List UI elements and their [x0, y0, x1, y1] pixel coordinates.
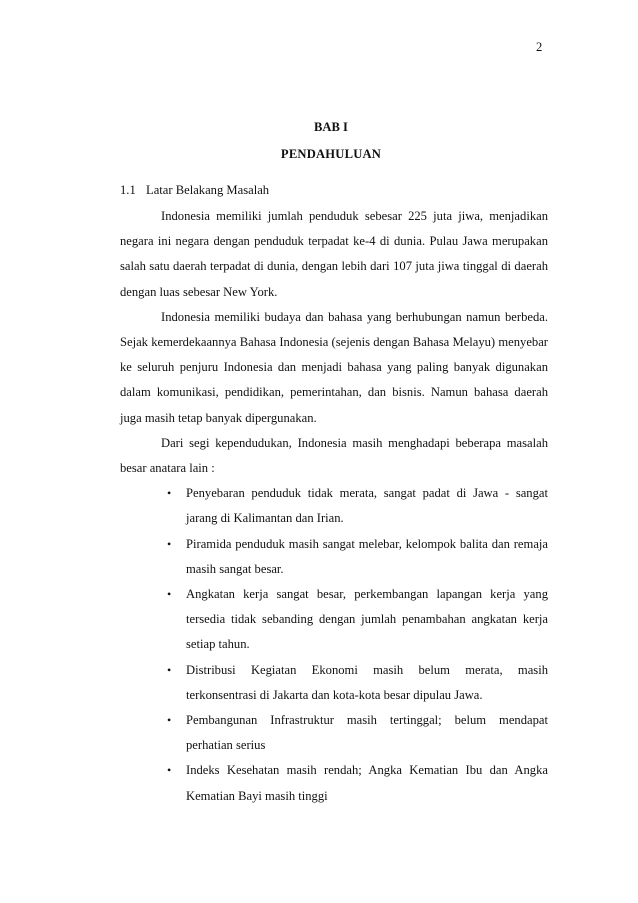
bullet-icon: •	[167, 587, 172, 602]
section-number: 1.1	[120, 183, 136, 197]
list-item-text: Angkatan kerja sangat besar, perkembangan lapangan kerja yang tersedia tidak sebanding dengan jumlah penambahan angkatan kerja setiap tahun.	[186, 587, 548, 652]
bullet-icon: •	[167, 713, 172, 728]
bullet-icon: •	[167, 486, 172, 501]
list-item	[120, 532, 548, 582]
list-item-text: Distribusi Kegiatan Ekonomi masih belum merata, masih terkonsentrasi di Jakarta dan kota-kota besar dipulau Jawa.	[186, 662, 548, 702]
list-item-text: Piramida penduduk masih sangat melebar, kelompok balita dan remaja masih sangat besar.	[186, 536, 548, 576]
paragraph: Dari segi kependudukan, Indonesia masih menghadapi beberapa masalah besar anatara lain :	[120, 435, 548, 476]
list-item	[120, 582, 548, 658]
list-item	[120, 758, 548, 808]
bullet-icon: •	[167, 536, 172, 551]
list-item-text: Penyebaran penduduk tidak merata, sangat padat di Jawa - sangat jarang di Kalimantan dan Irian.	[186, 486, 548, 526]
paragraph: Indonesia memiliki jumlah penduduk sebesar 225 juta jiwa, menjadikan negara ini negara dengan penduduk terpadat ke-4 di dunia. Pulau Jawa merupakan salah satu daerah terpadat di dunia, dengan lebih dari 107 juta jiwa tinggal di daerah dengan luas sebesar New York.	[120, 209, 548, 299]
section-title: Latar Belakang Masalah	[146, 183, 270, 197]
page-number: 2	[536, 40, 543, 54]
list-item	[120, 481, 548, 531]
list-item-text: Indeks Kesehatan masih rendah; Angka Kematian Ibu dan Angka Kematian Bayi masih tinggi	[186, 763, 548, 803]
list-item-text: Pembangunan Infrastruktur masih tertinggal; belum mendapat perhatian serius	[186, 713, 548, 753]
bullet-icon: •	[167, 662, 172, 677]
bullet-icon: •	[167, 763, 172, 778]
body-text	[120, 204, 548, 809]
paragraph: Indonesia memiliki budaya dan bahasa yang berhubungan namun berbeda. Sejak kemerdekaannya Bahasa Indonesia (sejenis dengan Bahasa Melayu) menyebar ke seluruh penjuru Indonesia dan menjadi bahasa yang paling banyak digunakan dalam komunikasi, pendidikan, pemerintahan, dan bisnis. Namun bahasa daerah juga masih tetap banyak dipergunakan.	[120, 309, 548, 425]
chapter-heading: BAB I	[314, 120, 348, 134]
list-item	[120, 708, 548, 758]
bullet-list	[120, 481, 548, 809]
chapter-title: PENDAHULUAN	[280, 147, 382, 161]
list-item	[120, 658, 548, 708]
section-heading	[120, 183, 269, 198]
